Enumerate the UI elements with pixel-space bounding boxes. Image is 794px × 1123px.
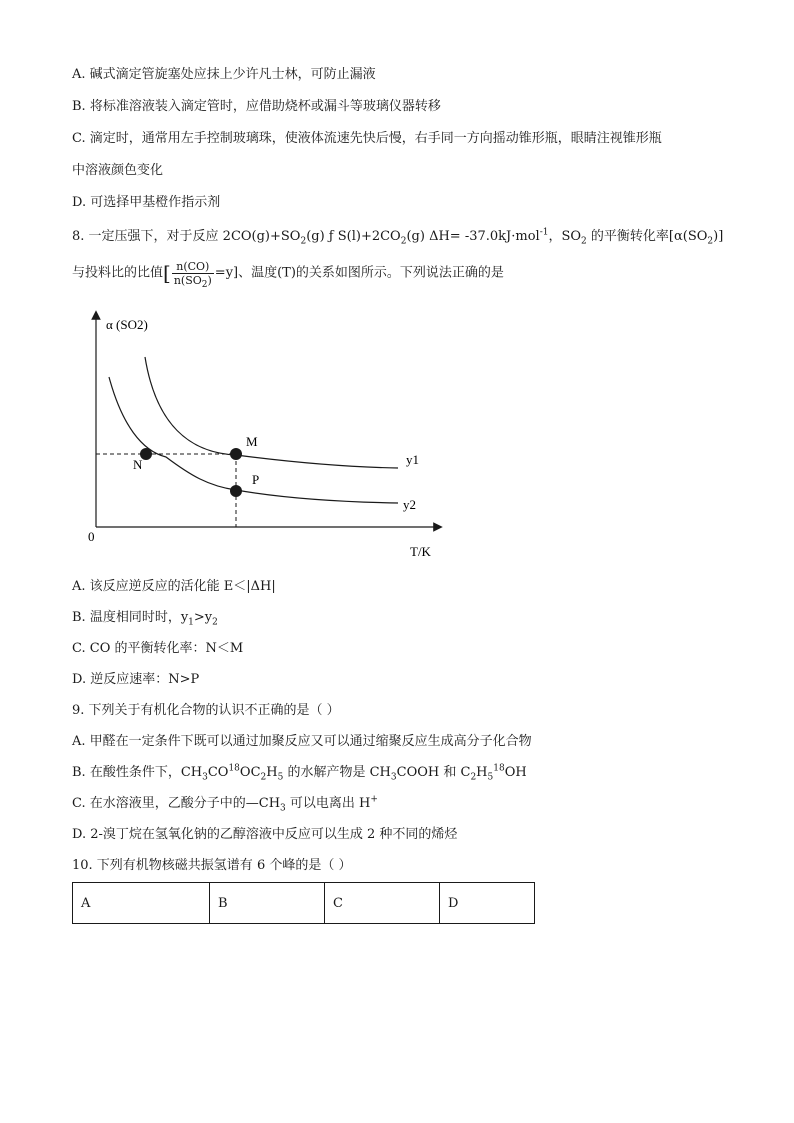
q9-option-a: A. 甲醛在一定条件下既可以通过加聚反应又可以通过缩聚反应生成高分子化合物 — [72, 734, 532, 749]
q10-option-b-cell: B — [210, 883, 325, 924]
q7-option-d: D. 可选择甲基橙作指示剂 — [72, 195, 221, 210]
q7-option-c-line2: 中溶液颜色变化 — [72, 163, 164, 178]
label-n: N — [133, 457, 143, 472]
q7-option-a: A. 碱式滴定管旋塞处应抹上少许凡士林，可防止漏液 — [72, 67, 376, 82]
q9-option-b: B. 在酸性条件下，$CH_3CO^{18}OC_2H_5$ 的水解产物是 $CH_3COOH$ 和 $C_2H_5^{18}OH$ — [72, 763, 527, 783]
q9-title: 9. 下列关于有机化合物的认识不正确的是（ ） — [72, 703, 340, 718]
origin-label: 0 — [88, 529, 95, 544]
q10-options-table — [72, 882, 535, 924]
label-p: P — [252, 472, 260, 487]
label-y2: y2 — [403, 497, 416, 512]
q10-title: 10. 下列有机物核磁共振氢谱有 6 个峰的是（ ） — [72, 858, 352, 873]
q8-option-a: A. 该反应逆反应的活化能 E＜|ΔH| — [72, 579, 276, 594]
q8-option-c: C. CO 的平衡转化率：N＜M — [72, 641, 244, 656]
q9-option-c: C. 在水溶液里，乙酸分子中的$—CH_3$ 可以电离出 H+ — [72, 794, 378, 814]
q8-option-d: D. 逆反应速率：N>P — [72, 672, 200, 687]
point-m — [230, 448, 242, 460]
q8-stem-line1: 8. 一定压强下，对于反应 $2CO(g)+SO_2(g)$ ƒ $S(l)+2CO_2(g)$ ΔH= -37.0kJ·mol$^{-1}$，$SO_2$ 的平衡转化率$[\alpha(SO_2)]$ — [72, 227, 724, 247]
q10-option-d-cell: D — [440, 883, 535, 924]
q7-option-b: B. 将标准溶液装入滴定管时，应借助烧杯或漏斗等玻璃仪器转移 — [72, 99, 441, 114]
q10-option-c-cell: C — [325, 883, 440, 924]
y-axis-label: α (SO2) — [106, 317, 148, 332]
q8-option-b: B. 温度相同时时，$y_1>y_2$ — [72, 610, 218, 628]
point-p — [230, 485, 242, 497]
q8-stem-line2: 与投料比的比值[ $\frac{n(CO)}{n(SO_2)}$ =y]、温度(T)的关系如图所示。下列说法正确的是 — [72, 259, 504, 290]
ratio-fraction: $\frac{n(CO)}{n(SO_2)}$ — [173, 259, 212, 290]
q7-option-c-line1: C. 滴定时，通常用左手控制玻璃珠，使液体流速先快后慢，右手同一方向摇动锥形瓶，眼睛注视锥形瓶 — [72, 131, 662, 146]
curve-y1 — [145, 357, 398, 468]
q9-option-d: D. 2-溴丁烷在氢氧化钠的乙醇溶液中反应可以生成 2 种不同的烯烃 — [72, 827, 458, 842]
equilibrium-graph — [72, 305, 452, 567]
label-m: M — [246, 434, 258, 449]
label-y1: y1 — [406, 452, 419, 467]
x-axis-label: T/K — [410, 544, 431, 559]
q10-option-a-cell: A — [73, 883, 210, 924]
